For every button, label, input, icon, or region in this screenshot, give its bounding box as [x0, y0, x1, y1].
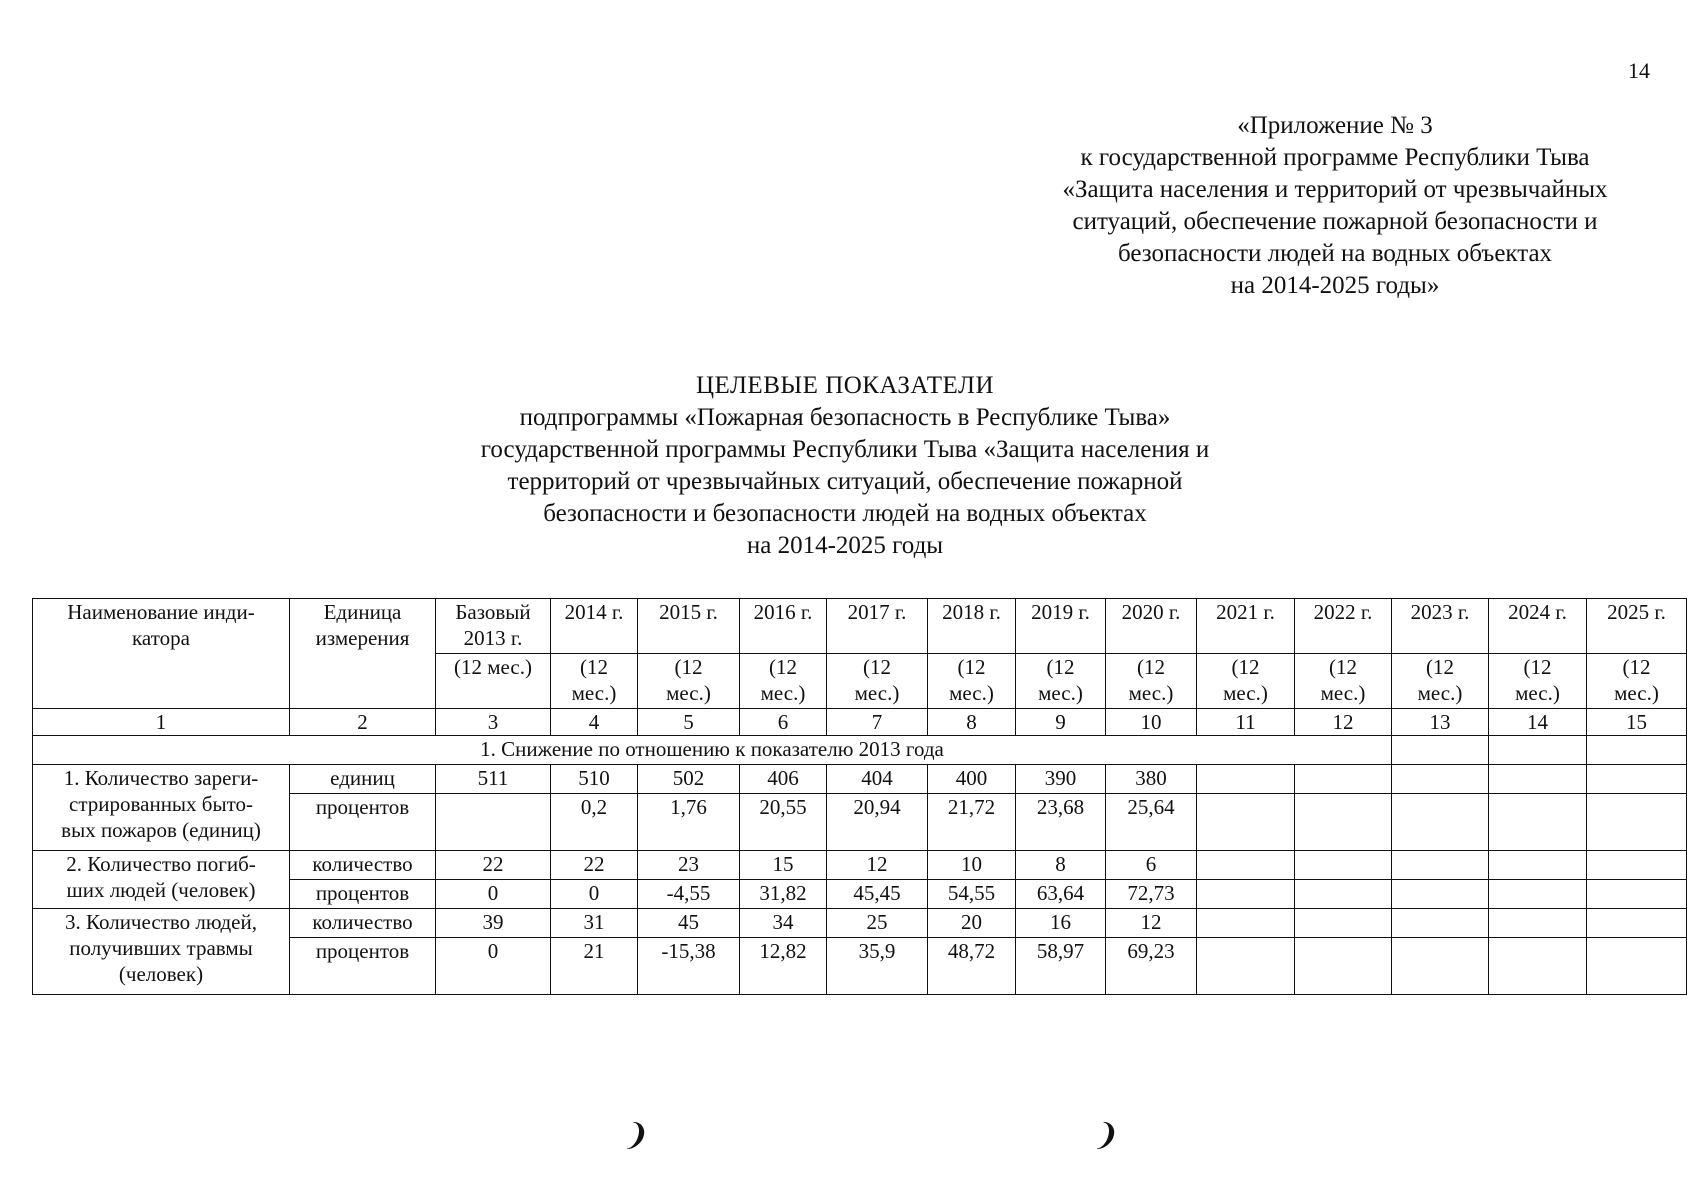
value-cell: 22: [436, 851, 551, 880]
value-cell: 20,94: [827, 794, 928, 851]
empty-cell: [1489, 765, 1587, 794]
column-number: 9: [1016, 709, 1106, 736]
value-cell: 12: [1106, 909, 1197, 938]
appendix-line: на 2014-2025 годы»: [1230, 272, 1440, 299]
col-header-year: 2015 г.: [638, 599, 740, 654]
column-number: 7: [827, 709, 928, 736]
value-cell: 25: [827, 909, 928, 938]
value-cell: 34: [740, 909, 827, 938]
heading-line: на 2014-2025 годы: [746, 532, 944, 559]
col-header-period: (12 мес.): [1016, 654, 1106, 709]
unit-cell: процентов: [290, 880, 436, 909]
col-header-year: 2021 г.: [1197, 599, 1295, 654]
empty-cell: [1587, 765, 1687, 794]
empty-cell: [1197, 794, 1295, 851]
col-header-year: 2016 г.: [740, 599, 827, 654]
value-cell: 12: [827, 851, 928, 880]
column-number: 12: [1295, 709, 1392, 736]
col-header-name: Наименование инди- катора: [33, 599, 290, 709]
col-header-year: 2018 г.: [928, 599, 1016, 654]
empty-cell: [1489, 938, 1587, 995]
col-header-year: 2022 г.: [1295, 599, 1392, 654]
empty-cell: [1197, 909, 1295, 938]
unit-cell: количество: [290, 851, 436, 880]
value-cell: 502: [638, 765, 740, 794]
value-cell: 400: [928, 765, 1016, 794]
page-number: 14: [1628, 58, 1650, 83]
column-number: 8: [928, 709, 1016, 736]
empty-cell: [1295, 880, 1392, 909]
heading-line: безопасности и безопасности людей на водных объектах: [543, 500, 1147, 527]
col-header-period: (12 мес.): [1587, 654, 1687, 709]
value-cell: 6: [1106, 851, 1197, 880]
value-cell: -15,38: [638, 938, 740, 995]
col-header-year: 2020 г.: [1106, 599, 1197, 654]
empty-cell: [1197, 880, 1295, 909]
value-cell: 23,68: [1016, 794, 1106, 851]
col-header-year: 2025 г.: [1587, 599, 1687, 654]
empty-cell: [1295, 851, 1392, 880]
col-header-year: 2023 г.: [1392, 599, 1489, 654]
empty-cell: [1197, 765, 1295, 794]
unit-cell: процентов: [290, 794, 436, 851]
value-cell: 21,72: [928, 794, 1016, 851]
value-cell: 15: [740, 851, 827, 880]
empty-cell: [1197, 851, 1295, 880]
value-cell: 58,97: [1016, 938, 1106, 995]
appendix-line: «Приложение № 3: [1237, 112, 1433, 139]
value-cell: 10: [928, 851, 1016, 880]
empty-cell: [1295, 909, 1392, 938]
table-row: [33, 765, 1687, 794]
value-cell: 21: [551, 938, 638, 995]
value-cell: 390: [1016, 765, 1106, 794]
value-cell: 69,23: [1106, 938, 1197, 995]
value-cell: 0: [551, 880, 638, 909]
column-number: 14: [1489, 709, 1587, 736]
section-row: [33, 736, 1687, 765]
heading-line: государственной программы Республики Тыва «Защита населения и: [480, 436, 1210, 463]
unit-cell: процентов: [290, 938, 436, 995]
stamp-mark: ❩: [622, 1119, 648, 1152]
col-header-unit: Единица измерения: [290, 599, 436, 709]
value-cell: [436, 794, 551, 851]
value-cell: 54,55: [928, 880, 1016, 909]
value-cell: 48,72: [928, 938, 1016, 995]
value-cell: 0: [436, 938, 551, 995]
value-cell: 1,76: [638, 794, 740, 851]
appendix-line: ситуаций, обеспечение пожарной безопасности и: [1072, 208, 1598, 235]
value-cell: 63,64: [1016, 880, 1106, 909]
table-row: [33, 851, 1687, 880]
column-numbers-row: [33, 709, 1687, 736]
value-cell: 20: [928, 909, 1016, 938]
empty-cell: [1392, 851, 1489, 880]
unit-cell: единиц: [290, 765, 436, 794]
empty-cell: [1489, 880, 1587, 909]
empty-cell: [1587, 909, 1687, 938]
value-cell: 20,55: [740, 794, 827, 851]
column-number: 1: [33, 709, 290, 736]
document-title: ЦЕЛЕВЫЕ ПОКАЗАТЕЛИ: [695, 372, 995, 399]
heading-line: территорий от чрезвычайных ситуаций, обеспечение пожарной: [507, 468, 1183, 495]
value-cell: 0: [436, 880, 551, 909]
empty-cell: [1295, 794, 1392, 851]
empty-cell: [1392, 880, 1489, 909]
value-cell: 35,9: [827, 938, 928, 995]
col-header-period: (12 мес.): [436, 654, 551, 709]
value-cell: 406: [740, 765, 827, 794]
stamp-mark: ❩: [1092, 1119, 1118, 1152]
col-header-period: (12 мес.): [551, 654, 638, 709]
header-row: [33, 599, 1687, 654]
col-header-year: 2014 г.: [551, 599, 638, 654]
col-header-period: (12 мес.): [928, 654, 1016, 709]
column-number: 10: [1106, 709, 1197, 736]
col-header-period: (12 мес.): [1295, 654, 1392, 709]
empty-cell: [1392, 938, 1489, 995]
column-number: 6: [740, 709, 827, 736]
value-cell: 31,82: [740, 880, 827, 909]
section-title: 1. Снижение по отношению к показателю 2013 года: [33, 736, 1392, 765]
value-cell: 23: [638, 851, 740, 880]
value-cell: 25,64: [1106, 794, 1197, 851]
value-cell: 39: [436, 909, 551, 938]
empty-cell: [1587, 794, 1687, 851]
empty-cell: [1295, 765, 1392, 794]
value-cell: 404: [827, 765, 928, 794]
empty-cell: [1587, 880, 1687, 909]
value-cell: 0,2: [551, 794, 638, 851]
column-number: 3: [436, 709, 551, 736]
table-cell: [1489, 736, 1587, 765]
table-cell: [1392, 736, 1489, 765]
value-cell: 380: [1106, 765, 1197, 794]
column-number: 13: [1392, 709, 1489, 736]
indicator-name: 3. Количество людей, получивших травмы (человек): [33, 909, 290, 995]
value-cell: 45,45: [827, 880, 928, 909]
col-header-base: Базовый 2013 г.: [436, 599, 551, 654]
value-cell: 72,73: [1106, 880, 1197, 909]
empty-cell: [1489, 851, 1587, 880]
indicators-table: [32, 598, 1687, 995]
value-cell: 510: [551, 765, 638, 794]
value-cell: 22: [551, 851, 638, 880]
column-number: 2: [290, 709, 436, 736]
value-cell: 8: [1016, 851, 1106, 880]
indicator-name: 2. Количество погиб- ших людей (человек): [33, 851, 290, 909]
col-header-period: (12 мес.): [1489, 654, 1587, 709]
appendix-line: к государственной программе Республики Тыва: [1080, 144, 1590, 171]
col-header-year: 2024 г.: [1489, 599, 1587, 654]
empty-cell: [1392, 909, 1489, 938]
unit-cell: количество: [290, 909, 436, 938]
col-header-year: 2019 г.: [1016, 599, 1106, 654]
column-number: 4: [551, 709, 638, 736]
col-header-period: (12 мес.): [1392, 654, 1489, 709]
empty-cell: [1489, 794, 1587, 851]
appendix-line: «Защита населения и территорий от чрезвычайных: [1062, 176, 1608, 203]
value-cell: 31: [551, 909, 638, 938]
appendix-header: [1010, 110, 1660, 302]
empty-cell: [1587, 938, 1687, 995]
col-header-period: (12 мес.): [827, 654, 928, 709]
value-cell: 16: [1016, 909, 1106, 938]
value-cell: 511: [436, 765, 551, 794]
table-row: [33, 909, 1687, 938]
value-cell: -4,55: [638, 880, 740, 909]
empty-cell: [1587, 851, 1687, 880]
empty-cell: [1392, 794, 1489, 851]
value-cell: 12,82: [740, 938, 827, 995]
indicator-name: 1. Количество зареги- стрированных быто- вых пожаров (единиц): [33, 765, 290, 851]
col-header-year: 2017 г.: [827, 599, 928, 654]
col-header-period: (12 мес.): [638, 654, 740, 709]
appendix-line: безопасности людей на водных объектах: [1117, 240, 1553, 267]
col-header-period: (12 мес.): [1197, 654, 1295, 709]
value-cell: 45: [638, 909, 740, 938]
column-number: 11: [1197, 709, 1295, 736]
empty-cell: [1489, 909, 1587, 938]
col-header-period: (12 мес.): [740, 654, 827, 709]
empty-cell: [1392, 765, 1489, 794]
col-header-period: (12 мес.): [1106, 654, 1197, 709]
document-heading: [400, 370, 1290, 562]
table-cell: [1587, 736, 1687, 765]
empty-cell: [1295, 938, 1392, 995]
heading-line: подпрограммы «Пожарная безопасность в Республике Тыва»: [519, 404, 1171, 431]
empty-cell: [1197, 938, 1295, 995]
column-number: 5: [638, 709, 740, 736]
column-number: 15: [1587, 709, 1687, 736]
